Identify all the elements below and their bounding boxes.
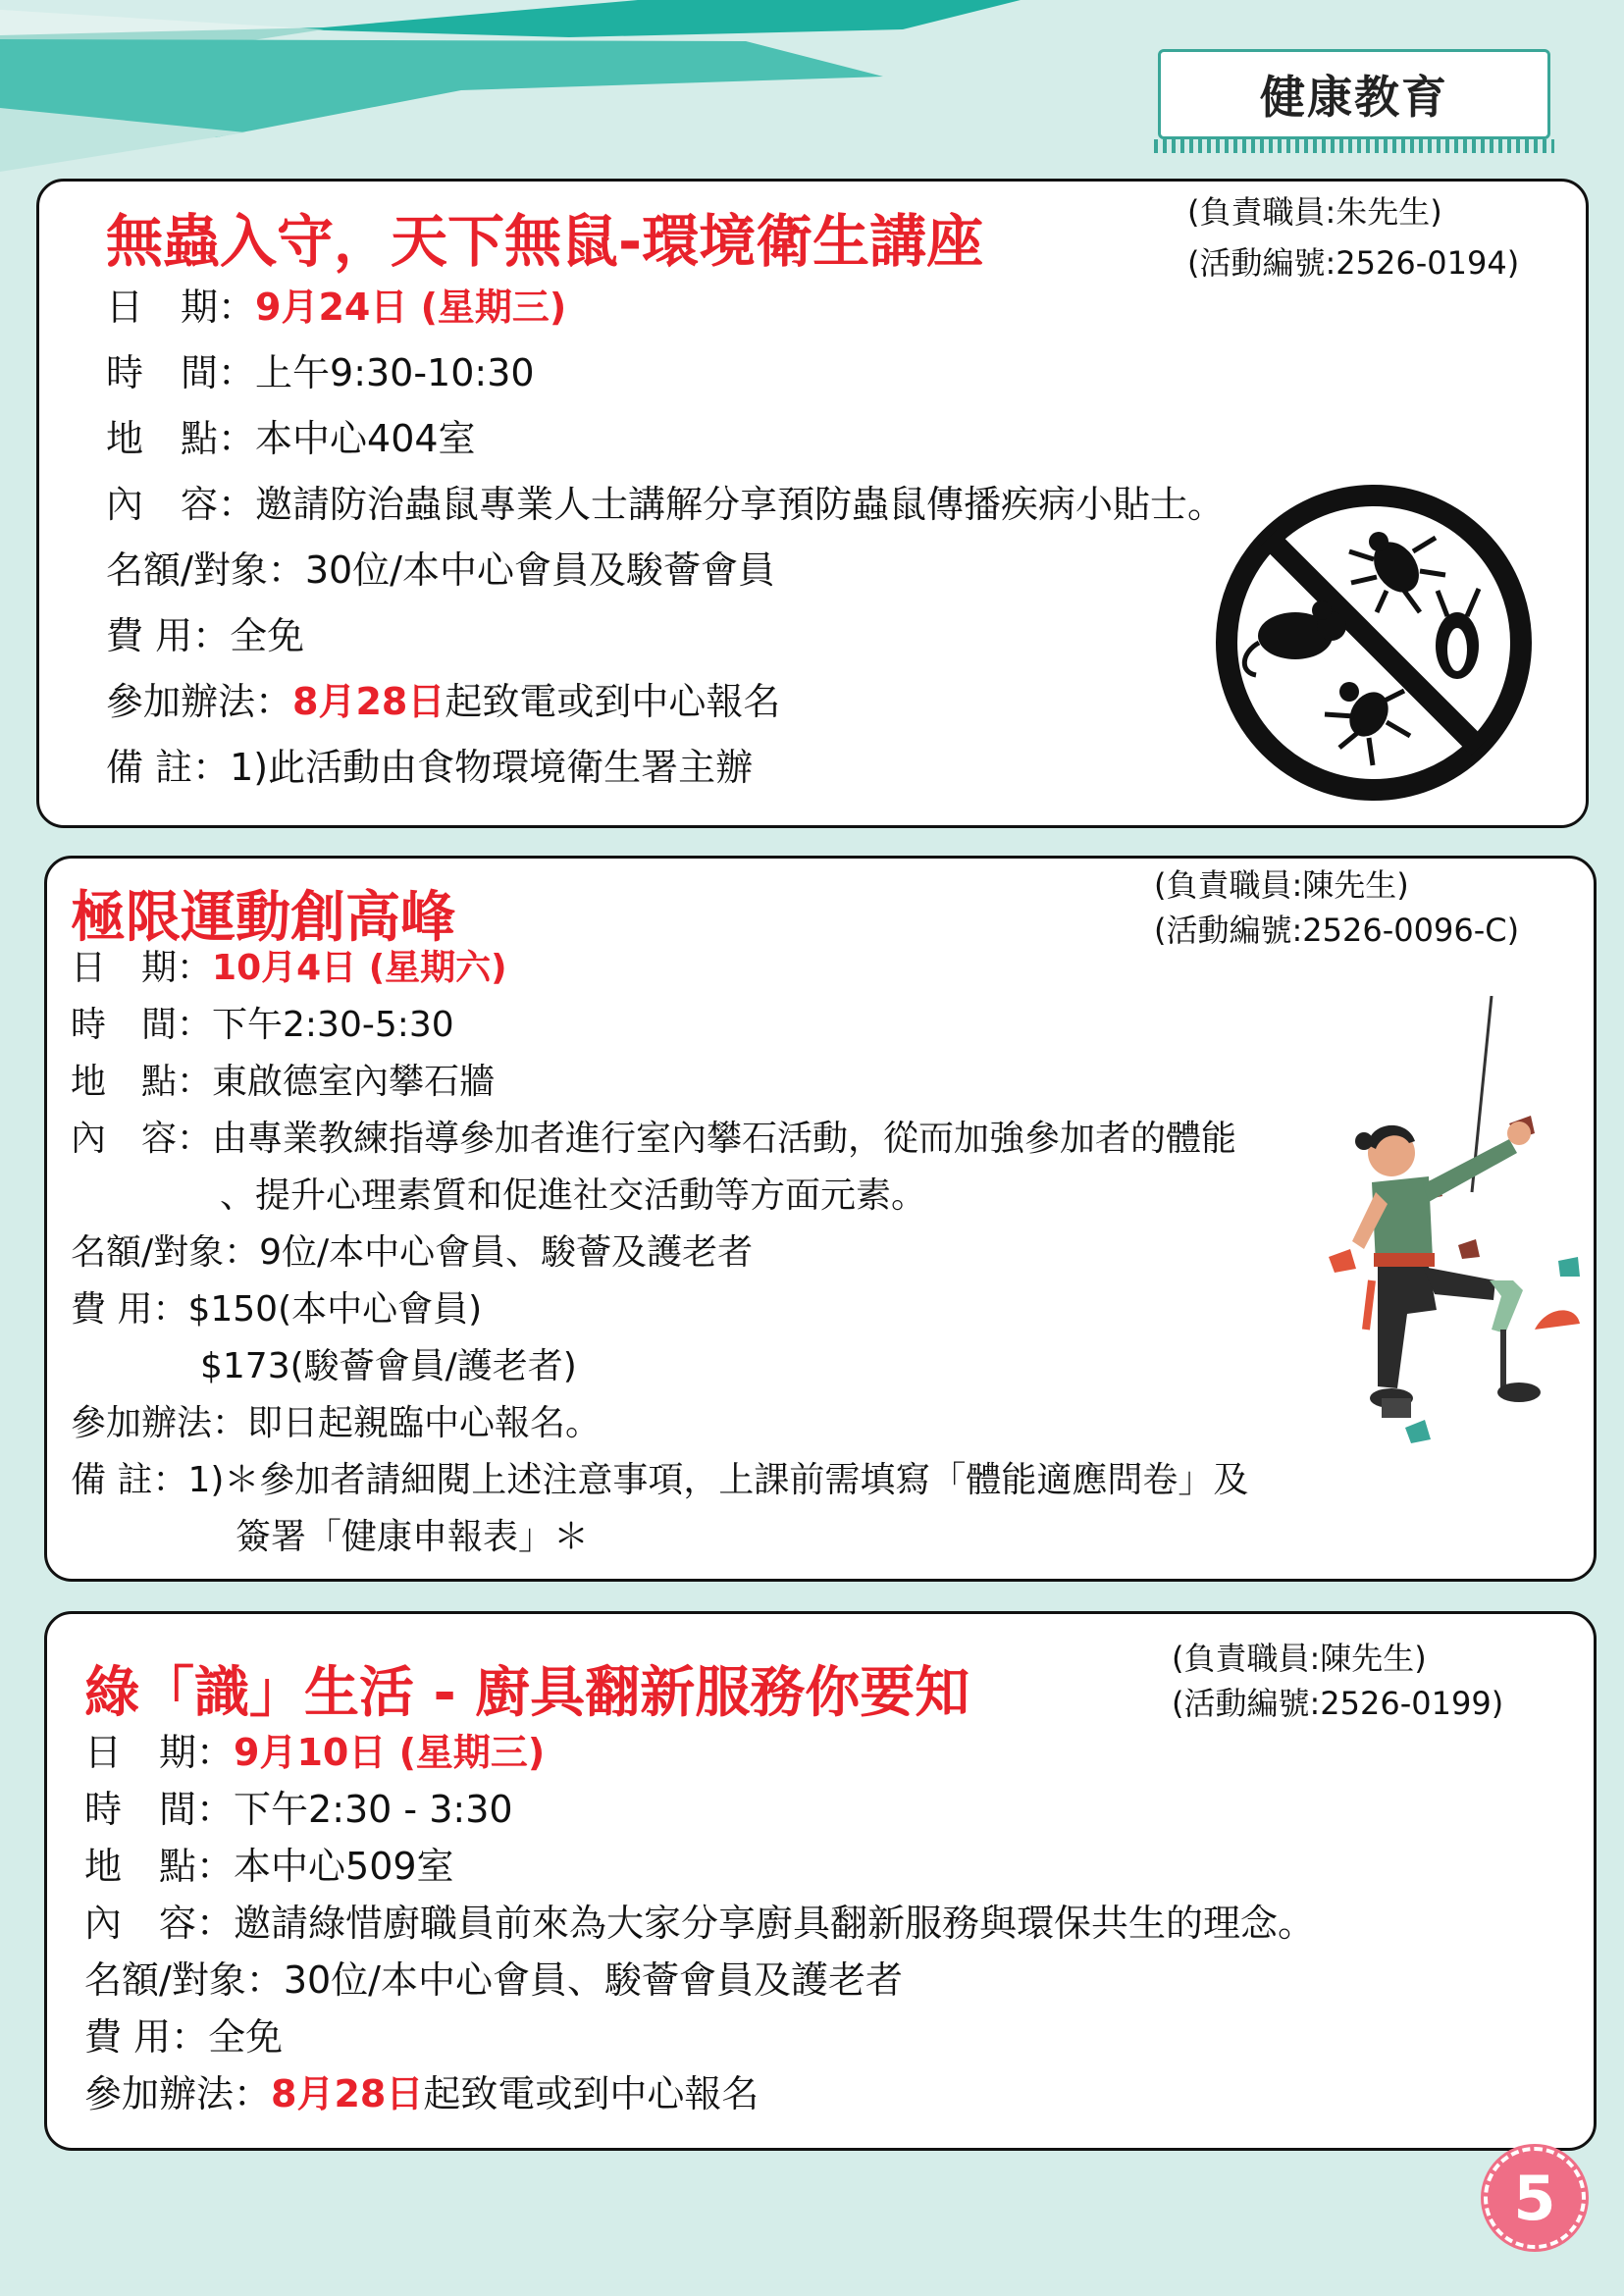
- venue-row: [106, 414, 476, 463]
- fee-row: [84, 2012, 283, 2061]
- time-label: 時 間：: [106, 351, 256, 394]
- content-label: 內 容：: [84, 1902, 235, 1945]
- apply-row: [71, 1400, 601, 1447]
- activity-code: (活動編號:2526-0199): [1172, 1685, 1504, 1722]
- event-title: 無蟲入守，天下無鼠-環境衛生講座: [106, 208, 984, 275]
- apply-text: 起致電或到中心報名: [423, 2072, 760, 2115]
- content-label: 內 容：: [106, 483, 256, 526]
- no-pests-icon: [1212, 481, 1536, 805]
- quota-row: [84, 1956, 903, 2005]
- fee-label: 費 用：: [71, 1289, 188, 1330]
- content-label: 內 容：: [71, 1119, 213, 1159]
- quota-row: [71, 1229, 753, 1277]
- time-value: 下午2:30 - 3:30: [234, 1788, 513, 1831]
- quota-value: 9位/本中心會員、駿薈及護老者: [259, 1232, 754, 1273]
- date-label: 日 期：: [106, 286, 256, 329]
- quota-value: 30位/本中心會員、駿薈會員及護老者: [283, 1958, 903, 2002]
- apply-date: 8月28日: [292, 680, 445, 723]
- page-number-badge: [1484, 2147, 1586, 2249]
- time-value: 上午9:30-10:30: [255, 351, 535, 394]
- content-row: [71, 1116, 1236, 1163]
- apply-text: 起致電或到中心報名: [445, 680, 781, 723]
- quota-row: [106, 546, 775, 595]
- remarks-row: [106, 743, 753, 792]
- quota-label: 名額/對象：: [106, 548, 305, 592]
- venue-row: [84, 1842, 454, 1891]
- climber-illustration: [1313, 996, 1588, 1467]
- event-card-rock-climbing: [44, 856, 1597, 1582]
- venue-label: 地 點：: [84, 1845, 235, 1888]
- venue-value: 本中心404室: [255, 417, 476, 460]
- fee-label: 費 用：: [106, 614, 231, 657]
- date-row: [106, 283, 566, 332]
- time-value: 下午2:30-5:30: [212, 1005, 454, 1045]
- venue-value: 本中心509室: [234, 1845, 454, 1888]
- content-value-continued: 、提升心理素質和促進社交活動等方面元素。: [220, 1175, 927, 1216]
- fee-row: [106, 611, 304, 660]
- fee-value: $150(本中心會員): [187, 1289, 483, 1330]
- page-number: 5: [1513, 2162, 1556, 2234]
- time-label: 時 間：: [84, 1788, 235, 1831]
- fee-row: [71, 1286, 482, 1333]
- fee-value-continued: $173(駿薈會員/護老者): [200, 1346, 577, 1386]
- remarks-row: [71, 1457, 1248, 1504]
- activity-code: (活動編號:2526-0194): [1187, 244, 1520, 282]
- venue-row: [71, 1059, 495, 1106]
- staff-contact: (負責職員:朱先生): [1187, 193, 1442, 231]
- quota-value: 30位/本中心會員及駿薈會員: [304, 548, 775, 592]
- apply-text: 即日起親臨中心報名。: [247, 1403, 602, 1443]
- time-row: [84, 1785, 513, 1834]
- category-label: 健康教育: [1260, 71, 1448, 124]
- apply-label: 參加辦法：: [71, 1403, 248, 1443]
- date-value: 9月24日 (星期三): [255, 286, 567, 329]
- date-value: 9月10日 (星期三): [234, 1731, 546, 1774]
- venue-value: 東啟德室內攀石牆: [212, 1062, 496, 1102]
- event-title: 極限運動創高峰: [71, 886, 455, 950]
- apply-label: 參加辦法：: [106, 680, 293, 723]
- event-card-green-living: [44, 1611, 1597, 2151]
- quota-label: 名額/對象：: [84, 1958, 284, 2002]
- date-row: [71, 945, 507, 992]
- remarks-row-continued: [236, 1514, 589, 1561]
- category-tag: [1158, 49, 1550, 139]
- quota-label: 名額/對象：: [71, 1232, 260, 1273]
- content-value: 邀請防治蟲鼠專業人士講解分享預防蟲鼠傳播疾病小貼士。: [255, 483, 1226, 526]
- time-row: [106, 348, 535, 397]
- tag-fringe: [1154, 139, 1554, 153]
- venue-label: 地 點：: [71, 1062, 213, 1102]
- date-value: 10月4日 (星期六): [212, 948, 507, 988]
- fee-value: 全免: [208, 2015, 284, 2059]
- content-row: [106, 480, 1225, 529]
- content-row-continued: [220, 1173, 926, 1220]
- content-value: 由專業教練指導參加者進行室內攀石活動，從而加強參加者的體能: [212, 1119, 1237, 1159]
- remarks-label: 備 註：: [71, 1460, 188, 1500]
- content-row: [84, 1899, 1315, 1948]
- content-value: 邀請綠惜廚職員前來為大家分享廚具翻新服務與環保共生的理念。: [234, 1902, 1316, 1945]
- apply-row: [106, 677, 780, 726]
- remarks-value: 1)此活動由食物環境衛生署主辦: [230, 746, 754, 789]
- fee-value: 全免: [230, 614, 305, 657]
- date-row: [84, 1728, 545, 1777]
- date-label: 日 期：: [84, 1731, 235, 1774]
- time-row: [71, 1002, 454, 1049]
- event-title: 綠「識」生活 - 廚具翻新服務你要知: [84, 1661, 970, 1725]
- staff-contact: (負責職員:陳先生): [1172, 1640, 1427, 1677]
- event-card-pest-seminar: [36, 179, 1589, 828]
- header-decoration: [0, 0, 1079, 196]
- remarks-value: 1)＊參加者請細閱上述注意事項，上課前需填寫「體能適應問卷」及: [187, 1460, 1249, 1500]
- apply-date: 8月28日: [271, 2072, 424, 2115]
- time-label: 時 間：: [71, 1005, 213, 1045]
- date-label: 日 期：: [71, 948, 213, 988]
- venue-label: 地 點：: [106, 417, 256, 460]
- apply-row: [84, 2069, 759, 2118]
- apply-label: 參加辦法：: [84, 2072, 272, 2115]
- activity-code: (活動編號:2526-0096-C): [1154, 912, 1520, 949]
- fee-label: 費 用：: [84, 2015, 209, 2059]
- fee-row-continued: [200, 1343, 577, 1390]
- remarks-label: 備 註：: [106, 746, 231, 789]
- staff-contact: (負責職員:陳先生): [1154, 866, 1409, 904]
- remarks-value-continued: 簽署「健康申報表」＊: [236, 1517, 590, 1557]
